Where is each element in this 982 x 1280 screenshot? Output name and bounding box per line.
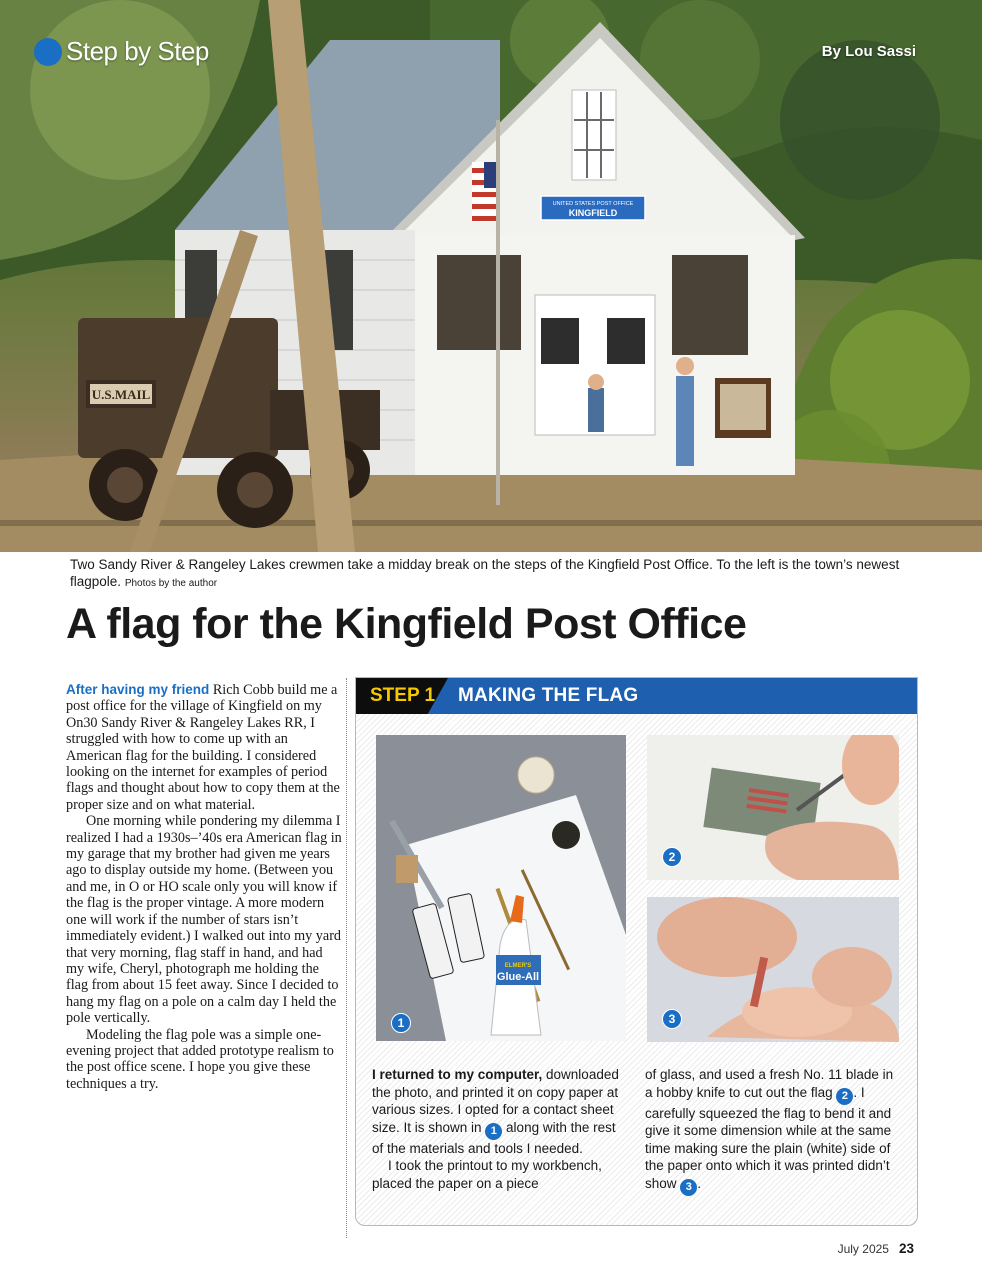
sign-line2: KINGFIELD <box>568 208 618 218</box>
body-paragraph-2: One morning while pondering my dilemma I realized I had a 1930s–’40s era American flag in my garage that my brother had given me years ago to display outside my home. (Between you and me, in O or HO scale only you will know if the flag is the proper vintage. A more modern one will work if the number of stars isn’t immediately evident.) I walked out into my yard that very morning, flag staff in hand, and had my wife, Cheryl, photograph me holding the flag from about 15 feet away. Since I decided to hang my flag on a pole on a calm day I held the pole vertically. <box>66 813 342 1027</box>
body-paragraph-3: Modeling the flag pole was a simple one-evening project that added prototype realism to the post office scene. I hope you give these techniques a try. <box>66 1026 334 1092</box>
step-text-part5: . <box>697 1175 702 1191</box>
series-title: Step by Step <box>66 36 209 66</box>
step-title: MAKING THE FLAG <box>458 685 639 706</box>
column-divider <box>346 678 347 1238</box>
step-text-para-1 <box>372 1066 630 1157</box>
step-number: STEP 1 <box>370 685 436 706</box>
step-text-part2: along with the rest of the materials and tools I needed. <box>372 1119 616 1156</box>
step-box <box>355 677 918 1226</box>
step-text-part1: downloaded the photo, and printed it on copy paper at various sizes. I opted for a contact sheet size. It is shown in <box>372 1067 619 1135</box>
step-header <box>356 678 917 714</box>
photo-ref-2: 2 <box>836 1088 853 1105</box>
step-photo-1 <box>376 735 626 1041</box>
step-text-part4: . I carefully squeezed the flag to bend it and give it some dimension while at the same time making sure the plain (white) side of the paper onto which it was printed didn’t show <box>645 1084 892 1191</box>
bending-flag-photo-illustration <box>647 897 899 1042</box>
truck-sign: U.S.MAIL <box>91 387 151 402</box>
series-dot-icon <box>34 38 62 66</box>
article-headline: A flag for the Kingfield Post Office <box>66 600 747 648</box>
page-footer <box>838 1241 914 1256</box>
step-text-para-3 <box>645 1066 903 1196</box>
byline: By Lou Sassi <box>821 43 916 60</box>
lead-in: After having my friend <box>66 682 210 697</box>
step-bold-lead: I returned to my computer, <box>372 1067 543 1082</box>
step-text-part3: of glass, and used a fresh No. 11 blade in a hobby knife to cut out the flag <box>645 1067 894 1100</box>
cutting-flag-photo-illustration <box>647 735 899 880</box>
step-photo-2 <box>647 735 899 880</box>
step-photo-3 <box>647 897 899 1042</box>
materials-photo-illustration <box>376 735 626 1041</box>
photo-ref-3: 3 <box>680 1179 697 1196</box>
page-number: 23 <box>898 1241 914 1256</box>
issue-date: July 2025 <box>837 1242 889 1256</box>
glue-brand: ELMER'S <box>504 963 532 969</box>
post-office-scene-illustration <box>0 0 982 552</box>
article-body <box>66 682 344 1092</box>
hero-photo <box>0 0 982 552</box>
photo-caption <box>70 556 930 592</box>
caption-text: Two Sandy River & Rangeley Lakes crewmen take a midday break on the steps of the Kingfield Post Office. To the left is the town’s newest flagpole. <box>70 557 900 589</box>
step-text-col-2 <box>645 1066 903 1196</box>
series-badge <box>34 36 209 67</box>
glue-label: Glue-All <box>496 971 540 983</box>
photo-ref-1: 1 <box>485 1123 502 1140</box>
sign-line1: UNITED STATES POST OFFICE <box>552 201 634 207</box>
photo-number-1: 1 <box>391 1013 411 1033</box>
step-text-para-2: I took the printout to my workbench, placed the paper on a piece <box>372 1158 602 1191</box>
body-p1-text: Rich Cobb build me a post office for the village of Kingfield on my On30 Sandy River & Rangeley Lakes RR, I struggled with how to come up with an American flag for the building. I considered looking on the internet for examples of period flags and thought about how to copy them at the proper size and on what material. <box>66 682 340 813</box>
photo-number-2: 2 <box>662 847 682 867</box>
body-paragraph-1 <box>66 682 344 813</box>
photo-number-3: 3 <box>662 1009 682 1029</box>
step-text-col-1 <box>372 1066 630 1192</box>
photo-credit: Photos by the author <box>124 578 218 589</box>
